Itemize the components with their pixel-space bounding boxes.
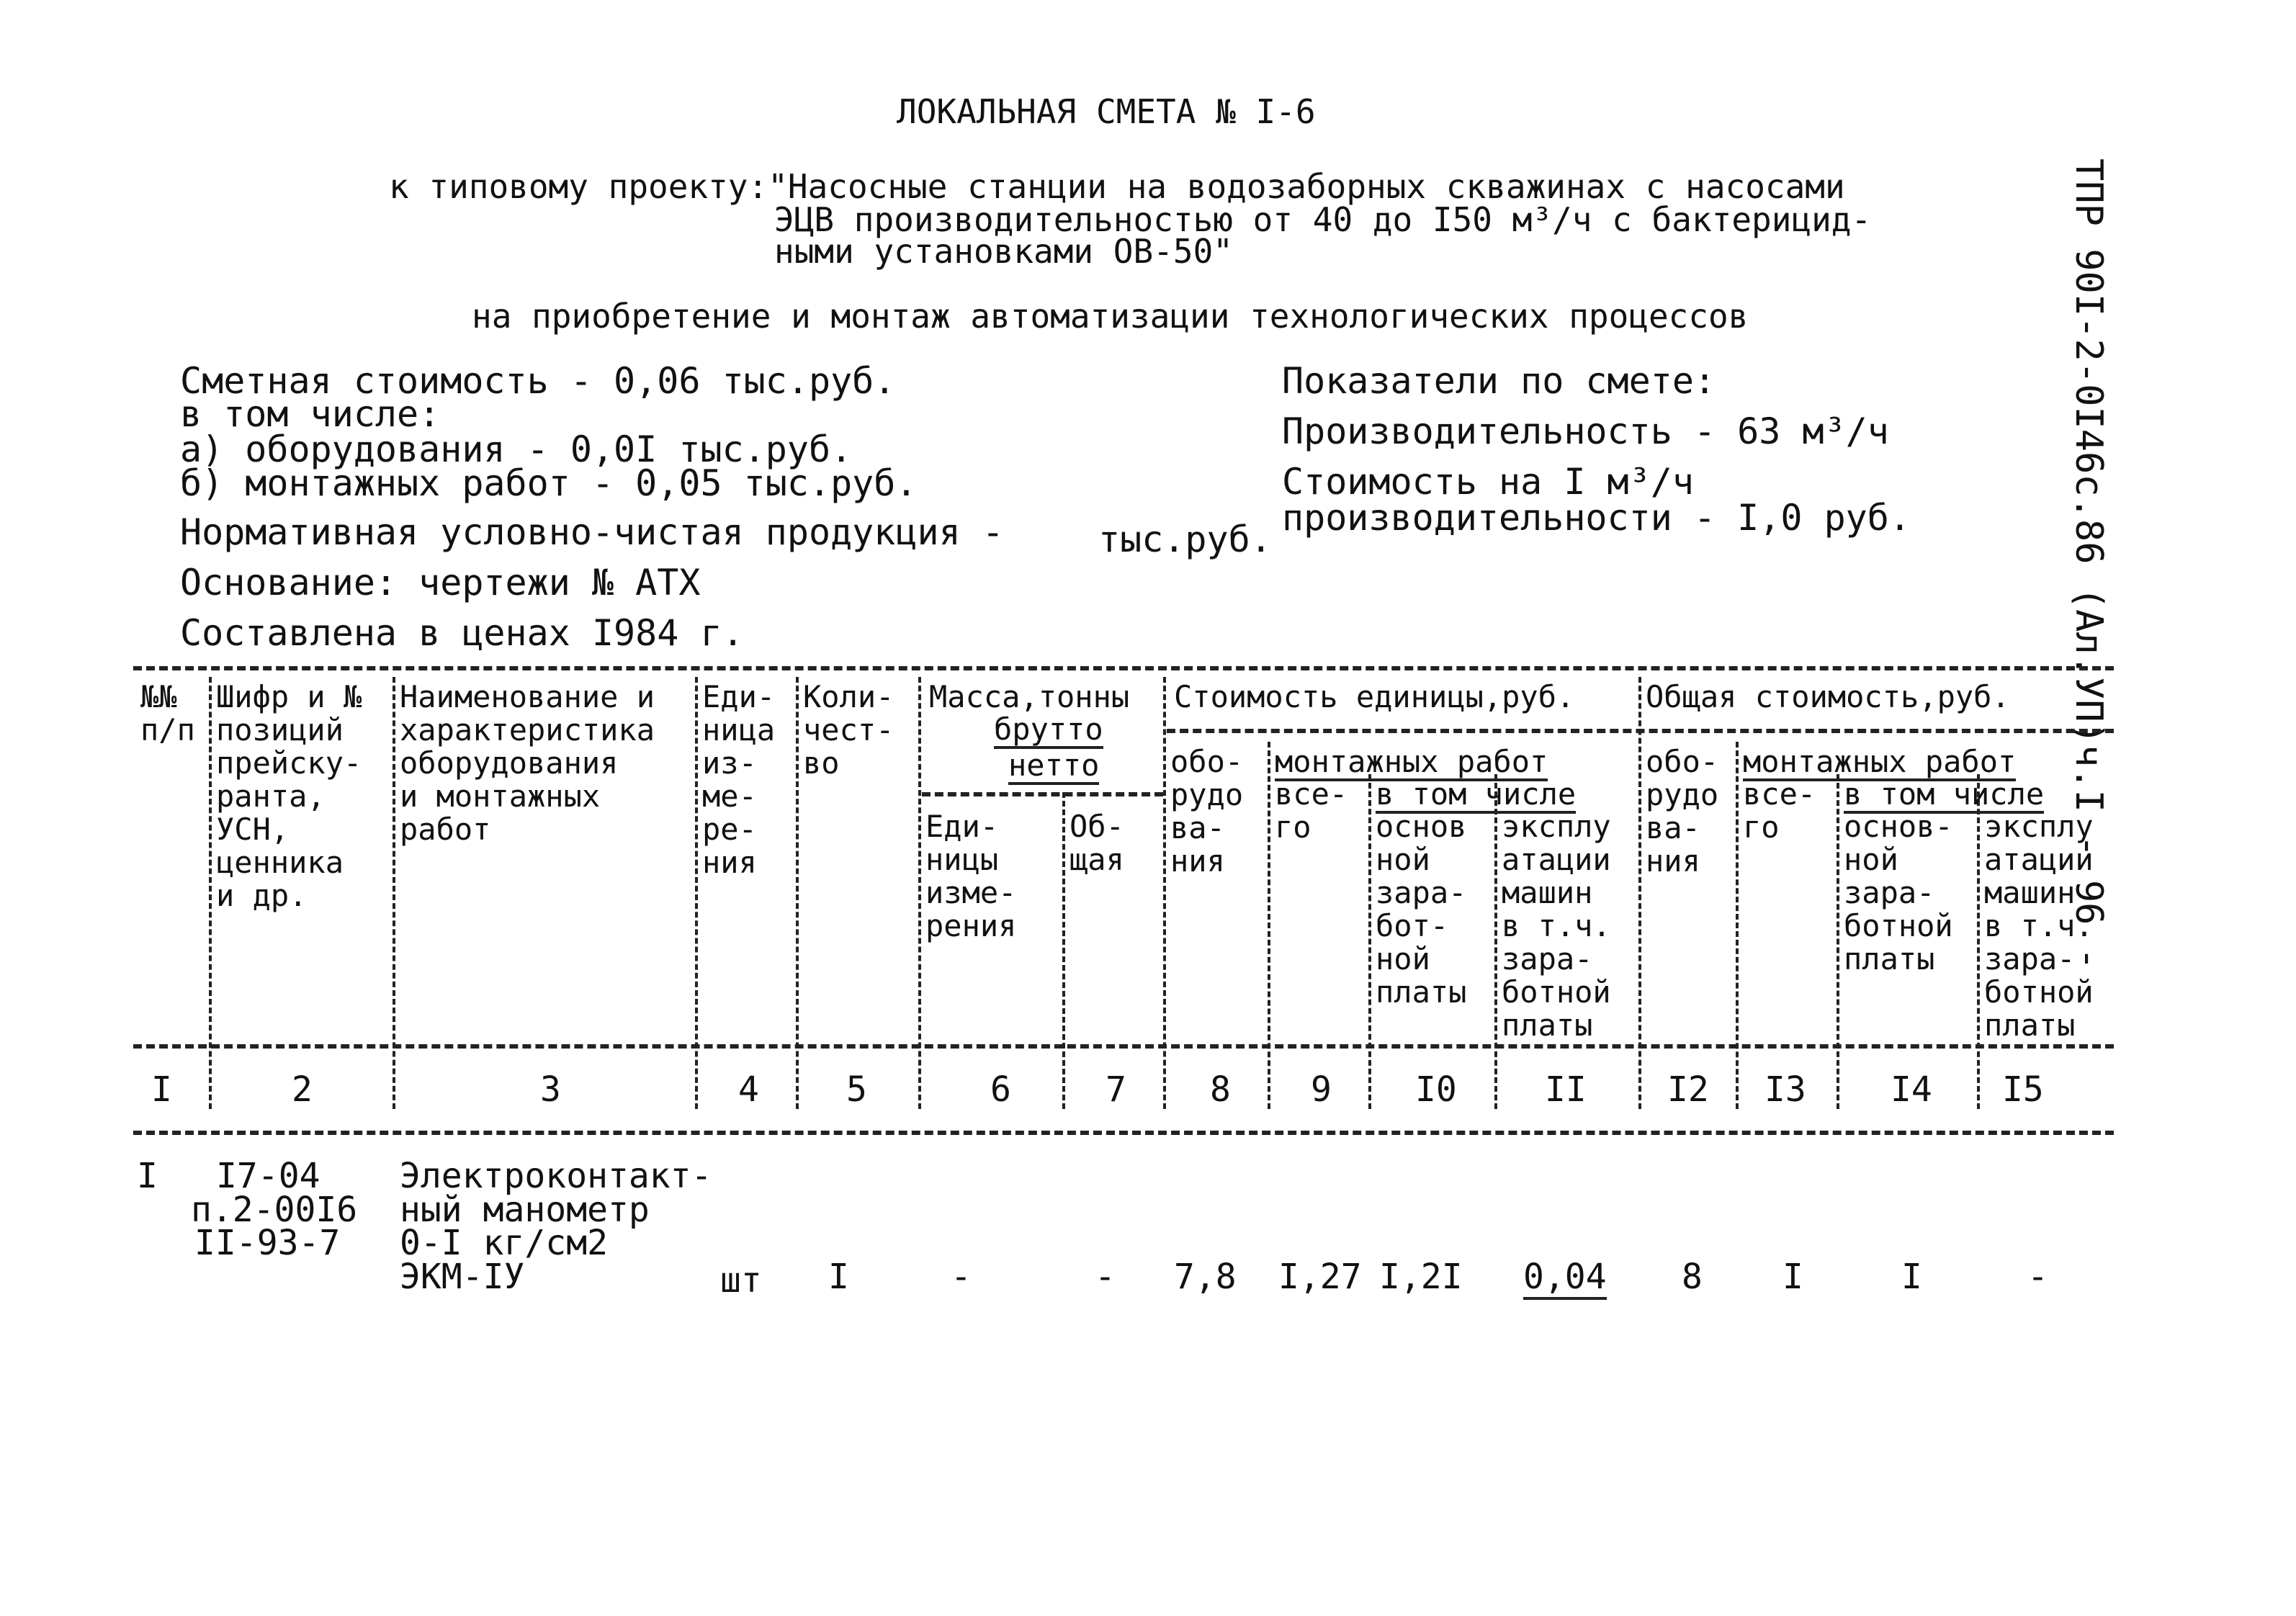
header-incl-group-total: в том числе	[1844, 778, 2044, 814]
header-machine-total: эксплу атации машин в т.ч. зара- ботной платы	[1984, 809, 2094, 1043]
colnum-11: II	[1545, 1069, 1587, 1110]
col-sep	[1163, 677, 1166, 1109]
header-incl-group-unit: в том числе	[1376, 778, 1576, 814]
row-install-basic-all: I	[1901, 1257, 1922, 1297]
project-line-3: ными установками ОВ-50"	[774, 232, 1233, 271]
row-qty: I	[828, 1257, 849, 1297]
purpose-line: на приобретение и монтаж автоматизации технологических процессов	[472, 297, 1749, 336]
row-name-3: 0-I кг/см2	[400, 1223, 608, 1263]
header-install-total-all: все- го	[1743, 776, 1816, 845]
header-mass-brutto: брутто	[994, 713, 1103, 749]
row-unit: шт	[720, 1260, 762, 1301]
side-document-code: ТПР 90I-2-0I46с.86 (Ал.УП)ч.I - 96 -	[2067, 158, 2110, 971]
header-mass-total: Об- щая	[1069, 809, 1124, 877]
basis-line: Основание: чертежи № АТХ	[180, 562, 701, 603]
colnum-7: 7	[1106, 1069, 1126, 1110]
row-name-1: Электроконтакт-	[400, 1156, 712, 1196]
header-mass-netto: нетто	[1008, 749, 1099, 785]
col-sep	[796, 677, 799, 1109]
row-code-1: I7-04	[216, 1156, 320, 1196]
colnum-3: 3	[540, 1069, 561, 1110]
header-unit: Еди- ница из- ме- ре- ния	[702, 679, 776, 880]
col-sep	[1837, 774, 1839, 1109]
project-line-2: ЭЦВ производительностью от 40 до I50 м³/ч с бактерицид-	[774, 200, 1872, 239]
col-sep	[1062, 792, 1065, 1109]
row-install-machine-all: -	[2027, 1257, 2048, 1297]
row-install-total: I,27	[1278, 1257, 1362, 1297]
header-qty: Коли- чест- во	[803, 679, 894, 781]
colnum-14: I4	[1891, 1069, 1932, 1110]
row-name-4: ЭКМ-IУ	[400, 1257, 525, 1297]
estimate-cost: Сметная стоимость - 0,06 тыс.руб.	[180, 360, 896, 402]
colnum-10: I0	[1415, 1069, 1457, 1110]
normative-production: Нормативная условно-чистая продукция -	[180, 511, 1004, 553]
header-install-group-total: монтажных работ	[1743, 745, 2016, 781]
col-sep	[393, 677, 395, 1109]
header-name: Наименование и характеристика оборудования и монтажных работ	[400, 679, 655, 847]
colnum-12: I2	[1667, 1069, 1709, 1110]
col-sep	[1638, 677, 1641, 1109]
col-sep	[1368, 774, 1371, 1109]
row-install-basic: I,2I	[1379, 1257, 1463, 1297]
prices-line: Составлена в ценах I984 г.	[180, 612, 744, 654]
header-num: №№ п/п	[140, 679, 195, 748]
row-install-total-all: I	[1782, 1257, 1803, 1297]
header-install-group-unit: монтажных работ	[1275, 745, 1548, 781]
estimate-title: ЛОКАЛЬНАЯ СМЕТА № I-6	[897, 92, 1316, 131]
col-sep	[209, 677, 212, 1109]
header-basic-wage-total: основ- ной зара- ботной платы	[1844, 809, 1953, 977]
header-code: Шифр и № позиций прейску- ранта, УСН, ценника и др.	[216, 679, 362, 913]
cost-per-unit-line-1: Стоимость на I м³/ч	[1282, 461, 1694, 503]
table-top-rule	[133, 666, 2114, 670]
row-name-2: ный манометр	[400, 1190, 650, 1230]
colnum-15: I5	[2002, 1069, 2044, 1110]
numbers-bottom-rule	[133, 1131, 2114, 1135]
header-bottom-rule	[133, 1044, 2114, 1049]
colnum-5: 5	[846, 1069, 867, 1110]
colnum-6: 6	[990, 1069, 1011, 1110]
row-equip-total: 8	[1682, 1257, 1703, 1297]
header-mass-unit: Еди- ницы изме- рения	[925, 809, 1017, 943]
colnum-1: I	[151, 1069, 172, 1110]
header-mass-group: Масса,тонны	[929, 679, 1130, 714]
row-code-3: II-93-7	[194, 1223, 341, 1263]
project-line-1: к типовому проекту:"Насосные станции на водозаборных скважинах с насосами	[389, 167, 1845, 206]
colnum-13: I3	[1764, 1069, 1806, 1110]
header-install-total-unit: все- го	[1275, 776, 1348, 845]
row-code-2: п.2-00I6	[191, 1190, 358, 1230]
colnum-2: 2	[292, 1069, 313, 1110]
productivity-indicator: Производительность - 63 м³/ч	[1282, 410, 1889, 452]
row-equip-unit: 7,8	[1174, 1257, 1237, 1297]
equipment-cost: а) оборудования - 0,0I тыс.руб.	[180, 428, 853, 470]
header-equip-total: обо- рудо ва- ния	[1646, 744, 1719, 879]
colnum-9: 9	[1311, 1069, 1332, 1110]
header-basic-wage-unit: основ ной зара- бот- ной платы	[1376, 809, 1467, 1010]
including-label: в том числе:	[180, 393, 441, 435]
header-total-cost-group: Общая стоимость,руб.	[1646, 679, 2010, 714]
row-mass-unit: -	[951, 1257, 972, 1297]
indicators-label: Показатели по смете:	[1282, 360, 1716, 402]
col-sep	[1736, 742, 1739, 1109]
header-unit-cost-group: Стоимость единицы,руб.	[1174, 679, 1575, 714]
row-mass-total: -	[1095, 1257, 1116, 1297]
col-sep	[918, 677, 921, 1109]
cost-per-unit-line-2: производительности - I,0 руб.	[1282, 497, 1911, 539]
header-machine-unit: эксплу атации машин в т.ч. зара- ботной платы	[1502, 809, 1611, 1043]
normative-unit: тыс.руб.	[1098, 519, 1272, 560]
col-sep	[1268, 742, 1270, 1109]
installation-cost: б) монтажных работ - 0,05 тыс.руб.	[180, 462, 918, 504]
col-sep	[1977, 774, 1980, 1109]
col-sep	[1494, 774, 1497, 1109]
row-install-machine: 0,04	[1523, 1257, 1607, 1300]
header-equip-unit: обо- рудо ва- ния	[1170, 744, 1244, 879]
row-num: I	[137, 1156, 158, 1196]
colnum-8: 8	[1210, 1069, 1231, 1110]
mass-group-rule	[922, 792, 1163, 796]
col-sep	[695, 677, 698, 1109]
colnum-4: 4	[738, 1069, 759, 1110]
